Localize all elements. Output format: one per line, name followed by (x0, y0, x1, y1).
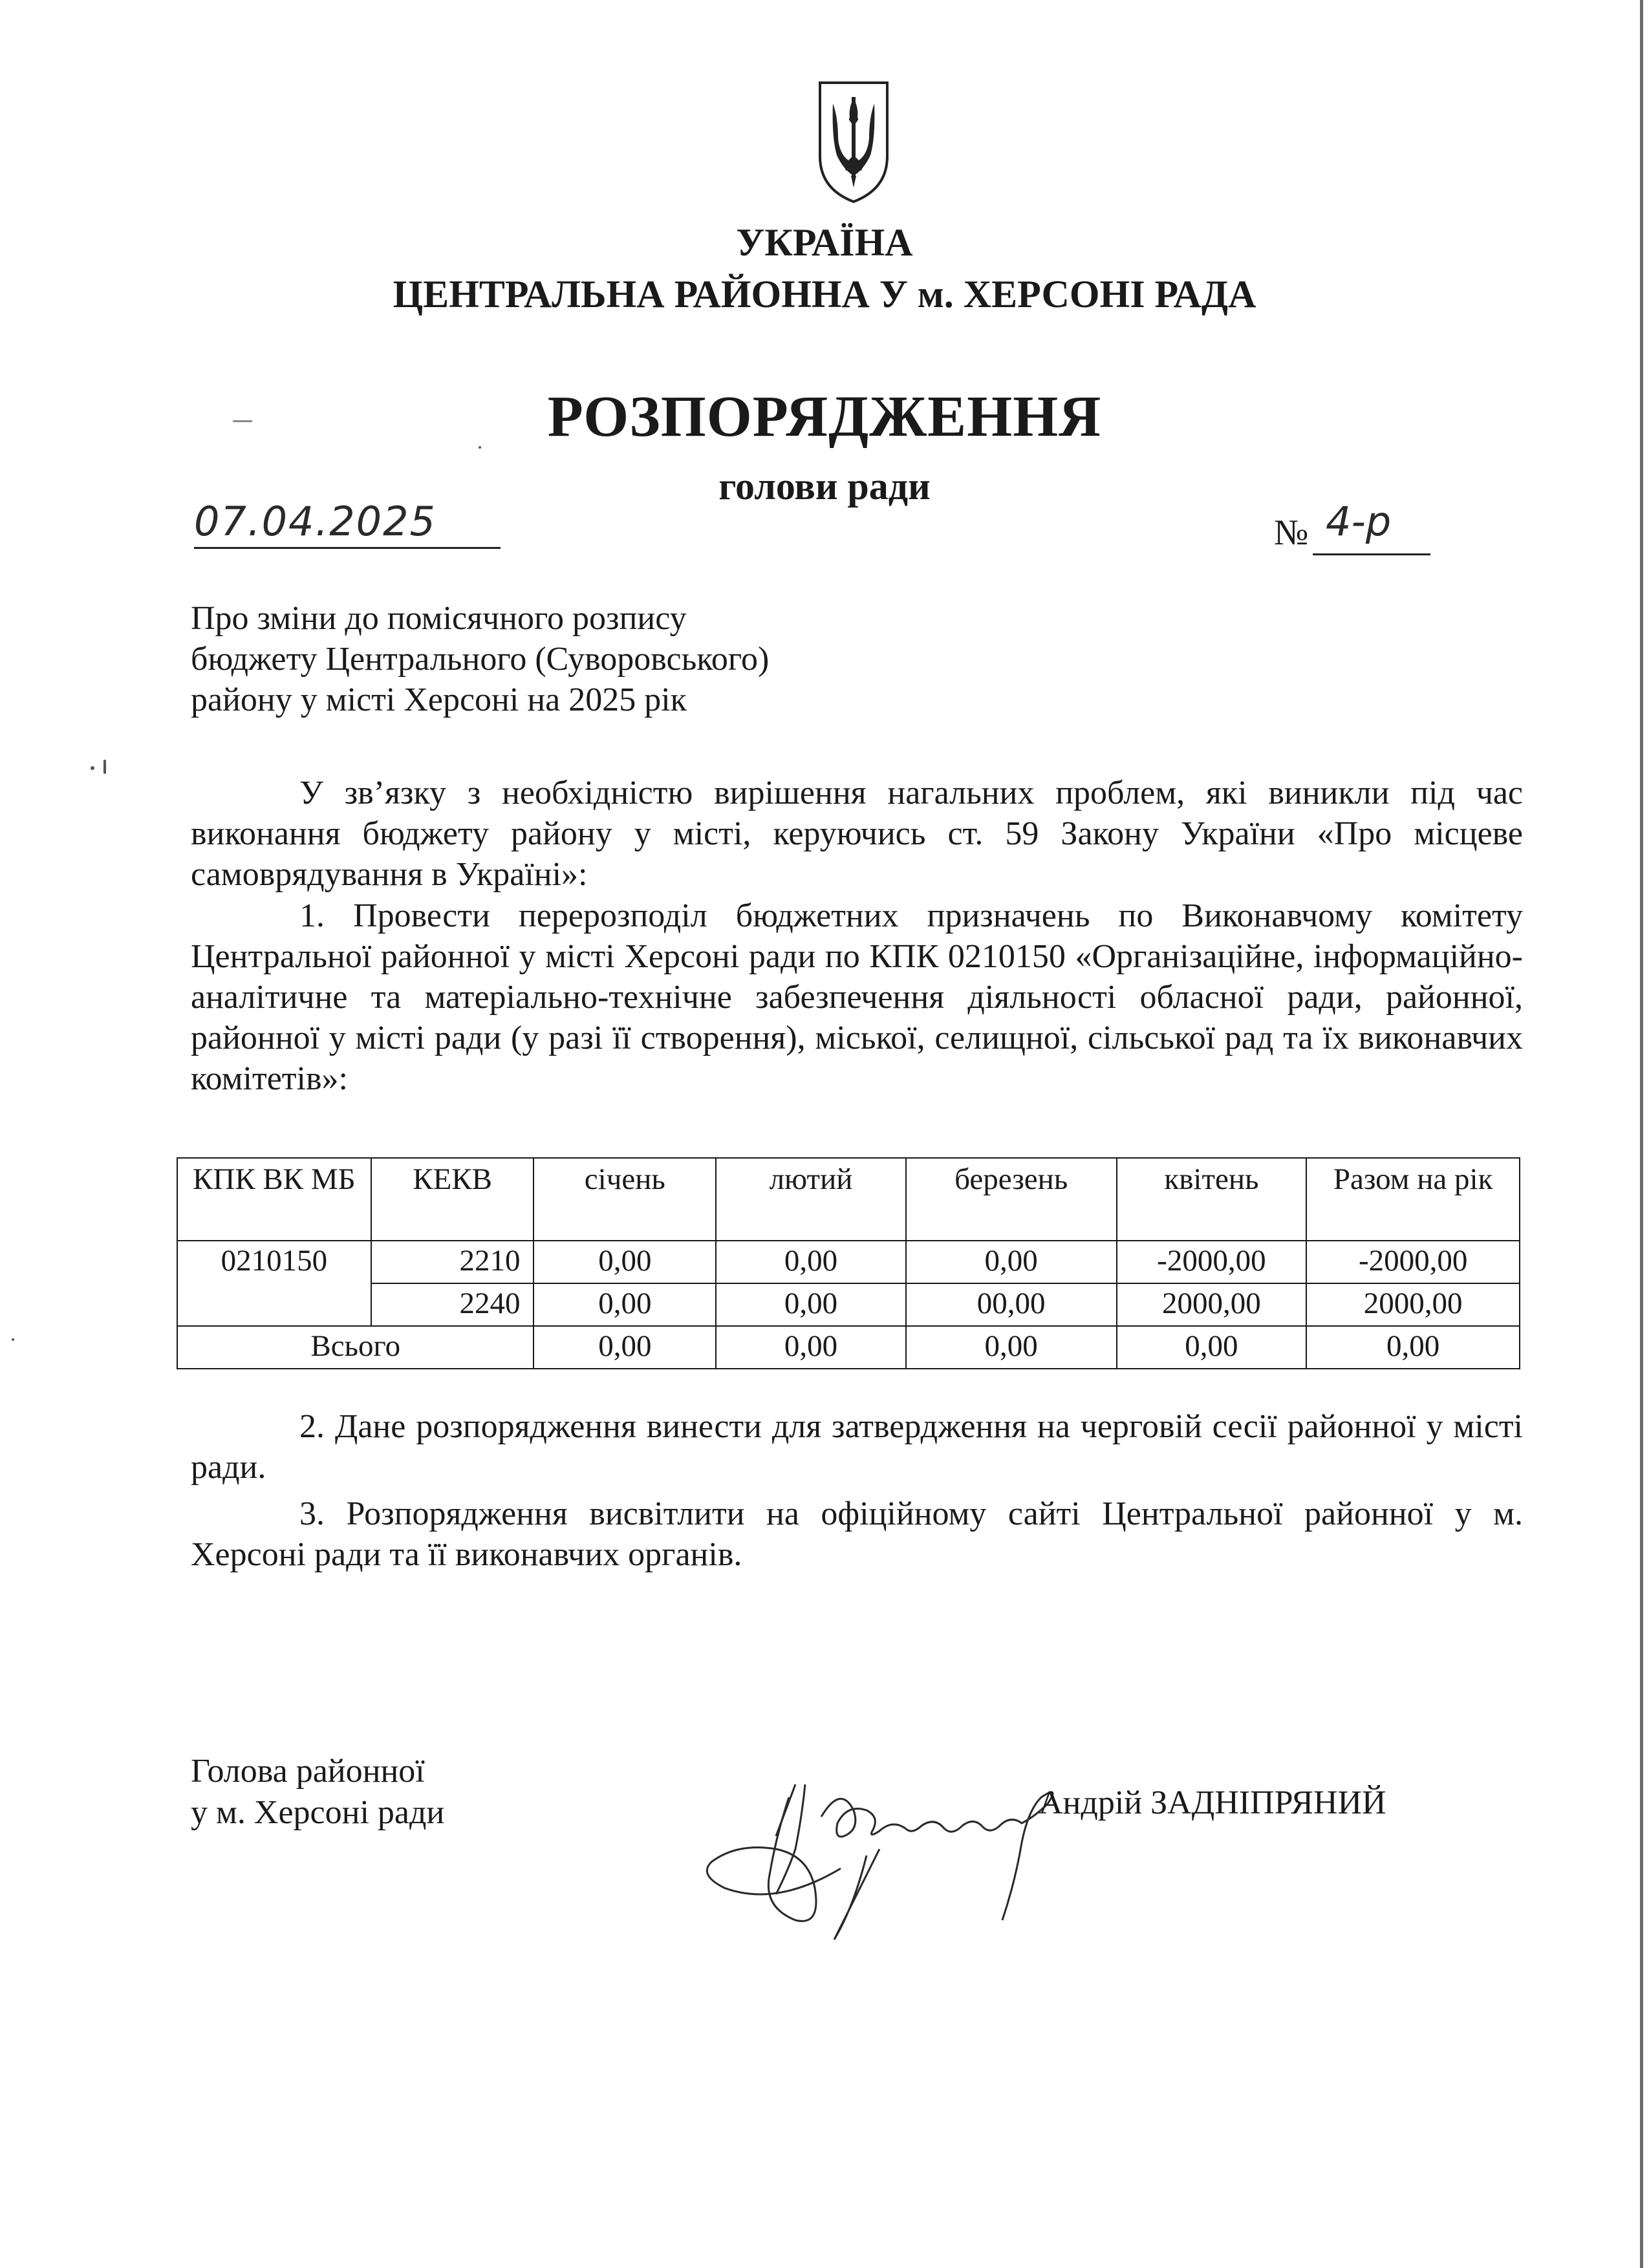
total-label-cell: Всього (177, 1326, 534, 1369)
item-2-paragraph: 2. Дане розпорядження винести для затвердження на черговій сесії районної у місті ради. (191, 1408, 1523, 1486)
signer-position-line: у м. Херсоні ради (191, 1794, 445, 1831)
item-3-paragraph: 3. Розпорядження висвітлити на офіційному сайті Центральної районної у м. Херсоні ради та її виконавчих органів. (191, 1495, 1523, 1573)
value-cell: 0,00 (716, 1326, 906, 1369)
signer-name: Андрій ЗАДНІПРЯНИЙ (1039, 1784, 1386, 1821)
value-cell: 0,00 (906, 1241, 1117, 1283)
number-label: № (1274, 513, 1309, 553)
header-cell: Разом на рік (1306, 1158, 1520, 1241)
header-cell: КПК ВК МБ (177, 1158, 371, 1241)
value-cell: 0,00 (1117, 1326, 1307, 1369)
date-underline (194, 547, 501, 549)
document-type-title: РОЗПОРЯДЖЕННЯ (547, 385, 1102, 449)
scan-speck (233, 420, 252, 422)
table-total-row (177, 1326, 1520, 1369)
scan-edge-shadow (1640, 0, 1643, 2268)
header-cell: січень (534, 1158, 716, 1241)
council-heading: ЦЕНТРАЛЬНА РАЙОННА У м. ХЕРСОНІ РАДА (393, 273, 1256, 316)
country-heading: УКРАЇНА (736, 221, 913, 264)
kekv-cell: 2240 (371, 1283, 534, 1326)
value-cell: 0,00 (716, 1241, 906, 1283)
handwritten-signature (698, 1759, 1061, 1952)
signer-position-line: Голова районної (191, 1753, 425, 1790)
handwritten-number: 4-р (1326, 498, 1392, 545)
subject-line: району у місті Херсоні на 2025 рік (191, 681, 687, 718)
kpk-cell: 0210150 (177, 1241, 371, 1326)
document-subject (191, 598, 1031, 720)
value-cell: -2000,00 (1306, 1241, 1520, 1283)
table-row (177, 1283, 1520, 1326)
table-row (177, 1241, 1520, 1283)
header-cell: КЕКВ (371, 1158, 534, 1241)
table-header-row (177, 1158, 1520, 1241)
item-1-paragraph: 1. Провести перерозподіл бюджетних призначень по Виконавчому комітету Центральної районної у місті Херсоні ради по КПК 0210150 «Організаційне, інформаційно-аналітичне та матеріально-технічне забезпечення діяльності обласної ради, районної, районної у місті ради (у разі її створення), міської, селищної, сільської рад та їх виконавчих комітетів»: (191, 897, 1523, 1097)
number-underline (1313, 553, 1430, 555)
header-cell: березень (906, 1158, 1117, 1241)
value-cell: 2000,00 (1306, 1283, 1520, 1326)
value-cell: 0,00 (716, 1283, 906, 1326)
value-cell: 2000,00 (1117, 1283, 1307, 1326)
budget-table (177, 1157, 1520, 1369)
scan-speck (91, 766, 94, 770)
value-cell: -2000,00 (1117, 1241, 1307, 1283)
value-cell: 0,00 (906, 1326, 1117, 1369)
subject-line: Про зміни до помісячного розпису (191, 600, 687, 637)
scan-speck (479, 446, 481, 449)
document-subtitle: голови ради (718, 465, 931, 508)
value-cell: 0,00 (1306, 1326, 1520, 1369)
value-cell: 00,00 (906, 1283, 1117, 1326)
header-cell: лютий (716, 1158, 906, 1241)
value-cell: 0,00 (534, 1241, 716, 1283)
header-cell: квітень (1117, 1158, 1307, 1241)
kekv-cell: 2210 (371, 1241, 534, 1283)
value-cell: 0,00 (534, 1326, 716, 1369)
intro-paragraph: У зв’язку з необхідністю вирішення нагальних проблем, які виникли під час виконання бюджету району у місті, керуючись ст. 59 Закону України «Про місцеве самоврядування в Україні»: (191, 775, 1523, 893)
handwritten-date: 07.04.2025 (194, 498, 436, 545)
trident-emblem-icon (815, 79, 892, 206)
signer-position (191, 1751, 444, 1834)
scan-speck (103, 760, 106, 774)
subject-line: бюджету Центрального (Суворовського) (191, 641, 770, 678)
value-cell: 0,00 (534, 1283, 716, 1326)
scan-speck (12, 1338, 14, 1341)
